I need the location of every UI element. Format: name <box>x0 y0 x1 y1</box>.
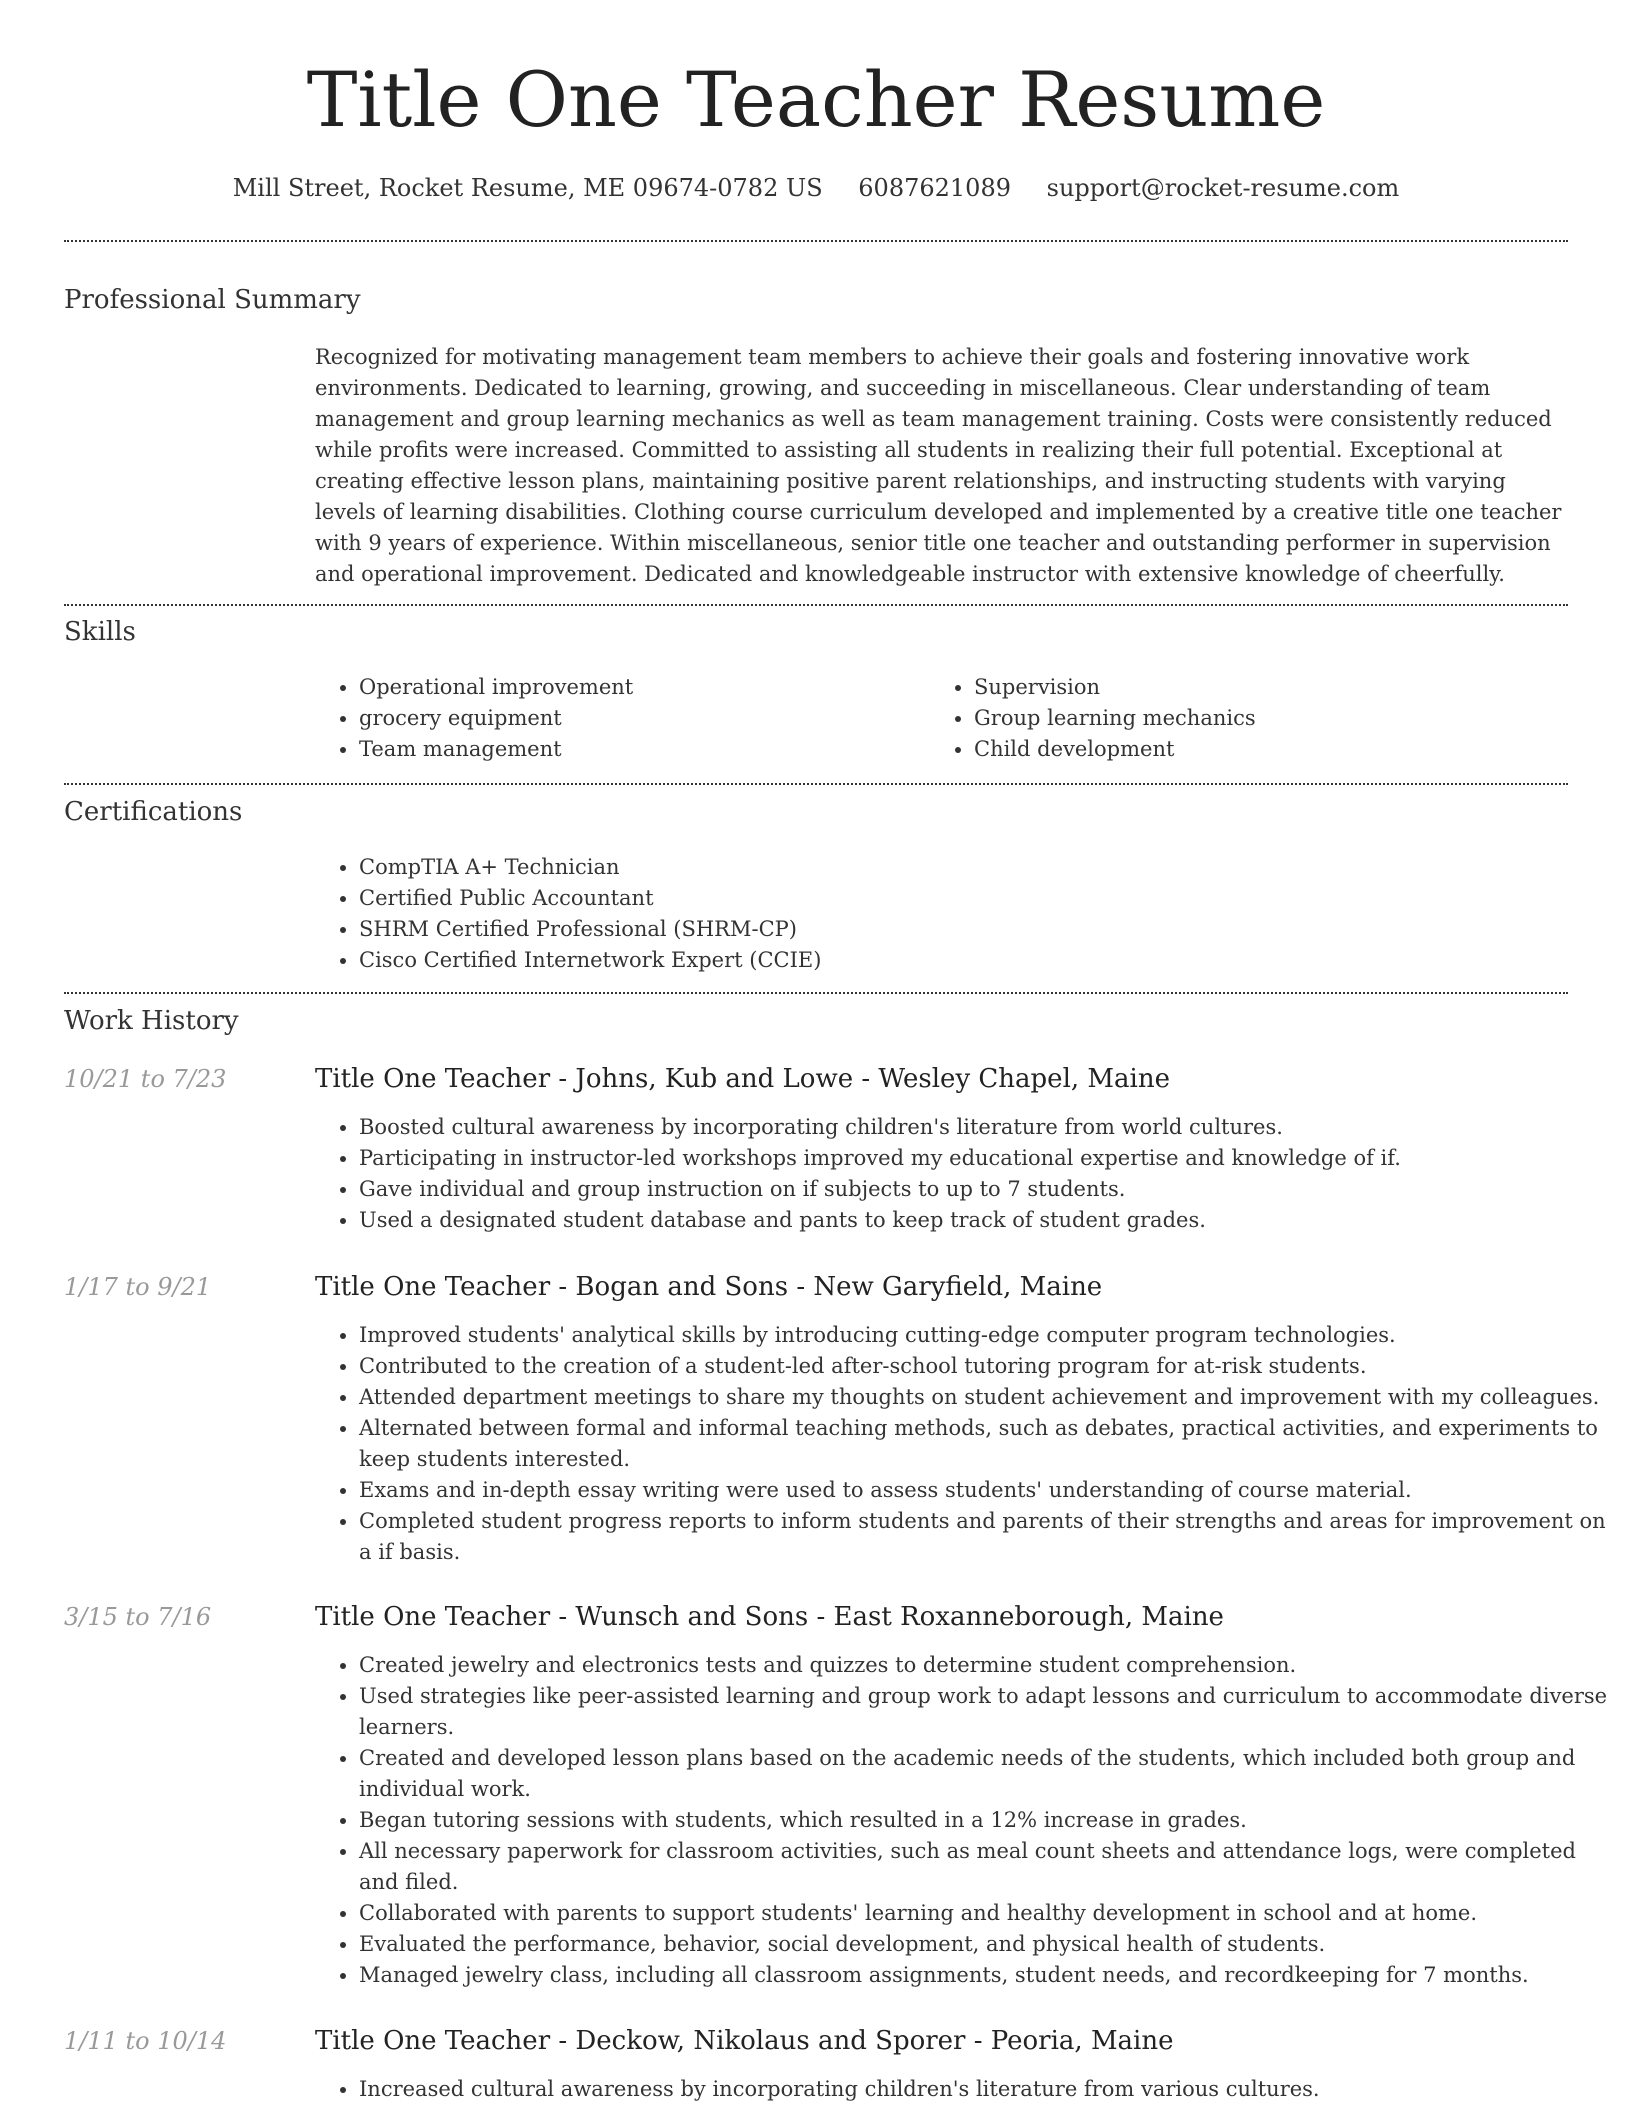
job-bullet: • Created jewelry and electronics tests and quizzes to determine student comprehension. <box>359 1650 1609 1681</box>
job-bullets <box>315 1320 1609 1568</box>
job-bullet: • Completed student progress reports to inform students and parents of their strengths and areas for improvement on a if basis. <box>359 1506 1609 1568</box>
skill-item: • grocery equipment <box>359 703 919 734</box>
job-bullet: • Used strategies like peer-assisted learning and group work to adapt lessons and curriculum to accommodate diverse learners. <box>359 1681 1609 1743</box>
summary-text: Recognized for motivating management team members to achieve their goals and fostering innovative work environments. Dedicated to learning, growing, and succeeding in miscellaneous. Clear understanding of team management and group learning mechanics as well as team management training. Costs were consistently reduced while profits were increased. Committed to assisting all students in realizing their full potential. Exceptional at creating effective lesson plans, maintaining positive parent relationships, and instructing students with varying levels of learning disabilities. Clothing course curriculum developed and implemented by a creative title one teacher with 9 years of experience. Within miscellaneous, senior title one teacher and outstanding performer in supervision and operational improvement. Dedicated and knowledgeable instructor with extensive knowledge of cheerfully. <box>315 345 1562 586</box>
job-bullet: • Evaluated the performance, behavior, social development, and physical health of students. <box>359 1929 1609 1960</box>
work-history-heading: Work History <box>64 1006 239 1036</box>
certification-item: • Certified Public Accountant <box>359 883 1559 914</box>
job-title: Title One Teacher - Johns, Kub and Lowe - Wesley Chapel, Maine <box>315 1064 1170 1094</box>
skill-item: • Operational improvement <box>359 672 919 703</box>
section-divider <box>64 992 1568 994</box>
job-dates: 1/11 to 10/14 <box>64 2027 227 2055</box>
job-dates: 1/17 to 9/21 <box>64 1273 212 1301</box>
job-bullet: • Contributed to the creation of a student-led after-school tutoring program for at-risk students. <box>359 1351 1609 1382</box>
job-bullet: • Attended department meetings to share my thoughts on student achievement and improvement with my colleagues. <box>359 1382 1609 1413</box>
job-title: Title One Teacher - Wunsch and Sons - East Roxanneborough, Maine <box>315 1602 1224 1632</box>
job-dates: 10/21 to 7/23 <box>64 1065 227 1093</box>
job-bullet: • Used a designated student database and pants to keep track of student grades. <box>359 1205 1609 1236</box>
skill-item: • Supervision <box>974 672 1574 703</box>
certifications-heading: Certifications <box>64 797 243 827</box>
certification-item: • Cisco Certified Internetwork Expert (CCIE) <box>359 945 1559 976</box>
job-bullets <box>315 1112 1609 1236</box>
skills-list-left <box>315 672 919 765</box>
section-divider <box>64 783 1568 785</box>
job-bullet: • Gave individual and group instruction on if subjects to up to 7 students. <box>359 1174 1609 1205</box>
job-bullet: • Created and developed lesson plans based on the academic needs of the students, which included both group and individual work. <box>359 1743 1609 1805</box>
summary-heading: Professional Summary <box>64 285 361 315</box>
section-divider <box>64 604 1568 606</box>
certification-item: • CompTIA A+ Technician <box>359 852 1559 883</box>
job-dates: 3/15 to 7/16 <box>64 1603 212 1631</box>
contact-phone: 6087621089 <box>858 174 1011 202</box>
job-title: Title One Teacher - Deckow, Nikolaus and Sporer - Peoria, Maine <box>315 2026 1174 2056</box>
skills-heading: Skills <box>64 617 136 647</box>
job-bullet: • Collaborated with parents to support students' learning and healthy development in school and at home. <box>359 1898 1609 1929</box>
job-bullet: • Exams and in-depth essay writing were used to assess students' understanding of course material. <box>359 1475 1609 1506</box>
skill-item: • Team management <box>359 734 919 765</box>
contact-address: Mill Street, Rocket Resume, ME 09674-0782 US <box>232 174 823 202</box>
job-bullets <box>315 1650 1609 1991</box>
certification-item: • SHRM Certified Professional (SHRM-CP) <box>359 914 1559 945</box>
job-bullet: • Participating in instructor-led workshops improved my educational expertise and knowledge of if. <box>359 1143 1609 1174</box>
certifications-list <box>315 852 1559 976</box>
contact-line <box>0 170 1632 206</box>
skill-item: • Child development <box>974 734 1574 765</box>
job-bullets <box>315 2074 1609 2105</box>
section-divider <box>64 240 1568 242</box>
resume-title: Title One Teacher Resume <box>306 55 1326 144</box>
job-bullet: • Increased cultural awareness by incorporating children's literature from various cultures. <box>359 2074 1609 2105</box>
job-bullet: • Boosted cultural awareness by incorporating children's literature from world cultures. <box>359 1112 1609 1143</box>
job-bullet: • Began tutoring sessions with students, which resulted in a 12% increase in grades. <box>359 1805 1609 1836</box>
job-bullet: • Managed jewelry class, including all classroom assignments, student needs, and recordkeeping for 7 months. <box>359 1960 1609 1991</box>
job-bullet: • Improved students' analytical skills by introducing cutting-edge computer program technologies. <box>359 1320 1609 1351</box>
skill-item: • Group learning mechanics <box>974 703 1574 734</box>
job-title: Title One Teacher - Bogan and Sons - New Garyfield, Maine <box>315 1272 1103 1302</box>
contact-email: support@rocket-resume.com <box>1046 174 1400 202</box>
skills-list-right <box>930 672 1574 765</box>
job-bullet: • Alternated between formal and informal teaching methods, such as debates, practical activities, and experiments to keep students interested. <box>359 1413 1609 1475</box>
job-bullet: • All necessary paperwork for classroom activities, such as meal count sheets and attendance logs, were completed and filed. <box>359 1836 1609 1898</box>
